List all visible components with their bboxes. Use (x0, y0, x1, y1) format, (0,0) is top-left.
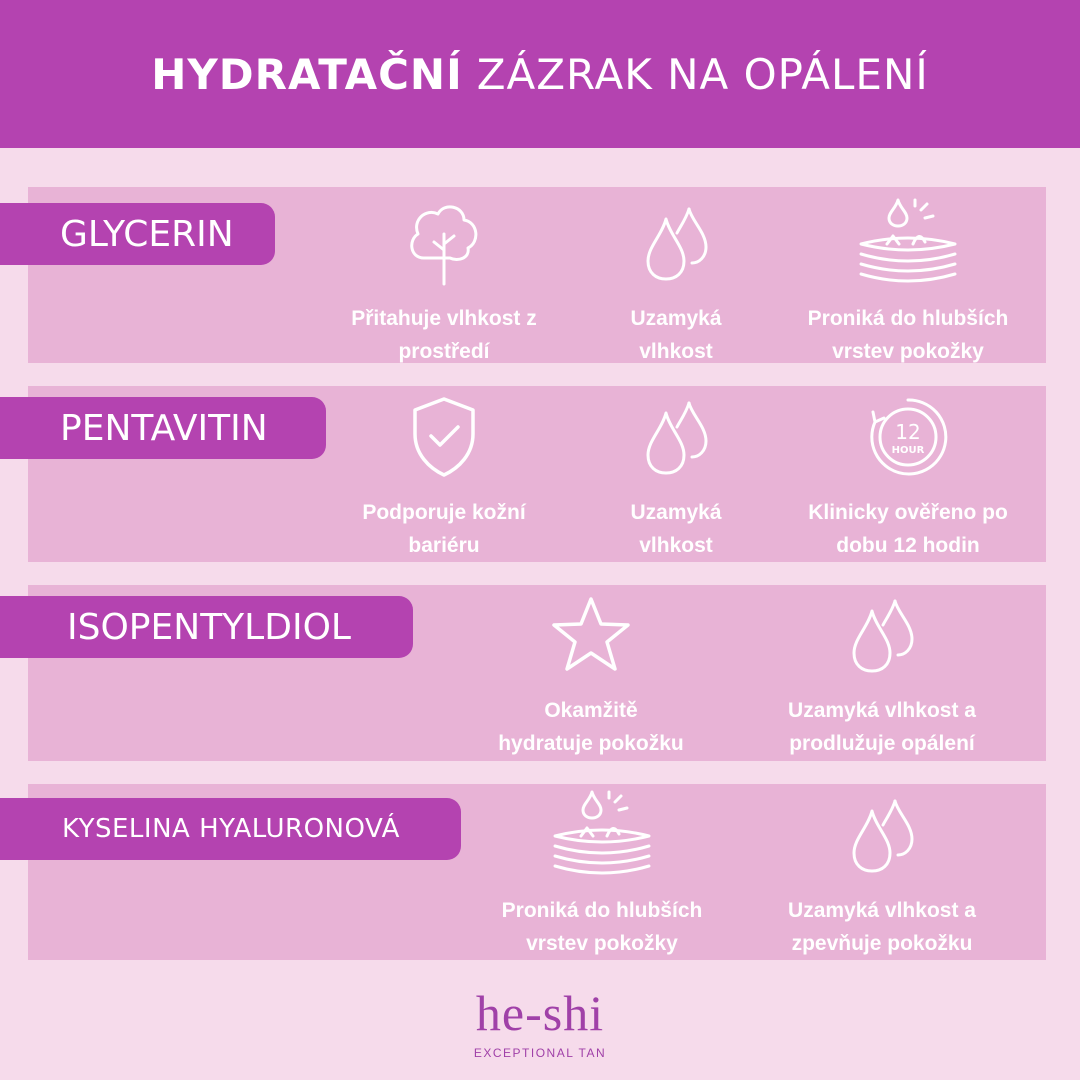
feature-item (752, 790, 1012, 960)
ingredient-tag-glycerin: GLYCERIN (0, 203, 275, 265)
brand-logo (0, 985, 1080, 1060)
feature-label: Podporuje kožní bariéru (362, 501, 526, 557)
ingredient-tag-hyaluronic-acid: KYSELINA HYALURONOVÁ (0, 798, 461, 860)
feature-label: Uzamyká vlhkost (630, 501, 722, 557)
feature-label: Klinicky ověřeno po dobu 12 hodin (808, 501, 1008, 557)
feature-label: Uzamyká vlhkost a prodlužuje opálení (788, 699, 976, 755)
feature-item (314, 198, 574, 368)
feature-label: Proniká do hlubších vrstev pokožky (807, 307, 1009, 363)
star-icon (548, 590, 634, 680)
feature-label: Proniká do hlubších vrstev pokožky (501, 899, 703, 955)
skin-layers-icon (547, 790, 657, 880)
feature-item (461, 590, 721, 760)
water-drops-icon (636, 198, 716, 288)
skin-layers-icon (853, 198, 963, 288)
clock-number: 12 (895, 420, 921, 444)
feature-item (546, 198, 806, 368)
water-drops-icon (842, 790, 922, 880)
feature-item (546, 392, 806, 562)
page-title-rest: ZÁZRAK NA OPÁLENÍ (476, 49, 929, 99)
water-drops-icon (842, 590, 922, 680)
clock-unit: HOUR (891, 445, 925, 456)
feature-label: Okamžitě hydratuje pokožku (498, 699, 684, 755)
feature-label: Uzamyká vlhkost (630, 307, 722, 363)
water-drops-icon (636, 392, 716, 482)
ingredient-tag-pentavitin: PENTAVITIN (0, 397, 326, 459)
ingredient-tag-isopentyldiol: ISOPENTYLDIOL (0, 596, 413, 658)
feature-item (778, 392, 1038, 562)
feature-label: Uzamyká vlhkost a zpevňuje pokožku (788, 899, 976, 955)
shield-check-icon (409, 392, 479, 482)
header-banner (0, 0, 1080, 148)
logo-tagline: EXCEPTIONAL TAN (473, 1046, 607, 1060)
feature-item (314, 392, 574, 562)
logo-wordmark: he-shi (475, 985, 605, 1041)
feature-item (472, 790, 732, 960)
page-title-bold: HYDRATAČNÍ (151, 49, 463, 99)
feature-item (778, 198, 1038, 368)
12-hour-clock-icon (863, 392, 953, 482)
feature-item (752, 590, 1012, 760)
tree-icon (404, 198, 484, 288)
feature-label: Přitahuje vlhkost z prostředí (351, 307, 537, 363)
